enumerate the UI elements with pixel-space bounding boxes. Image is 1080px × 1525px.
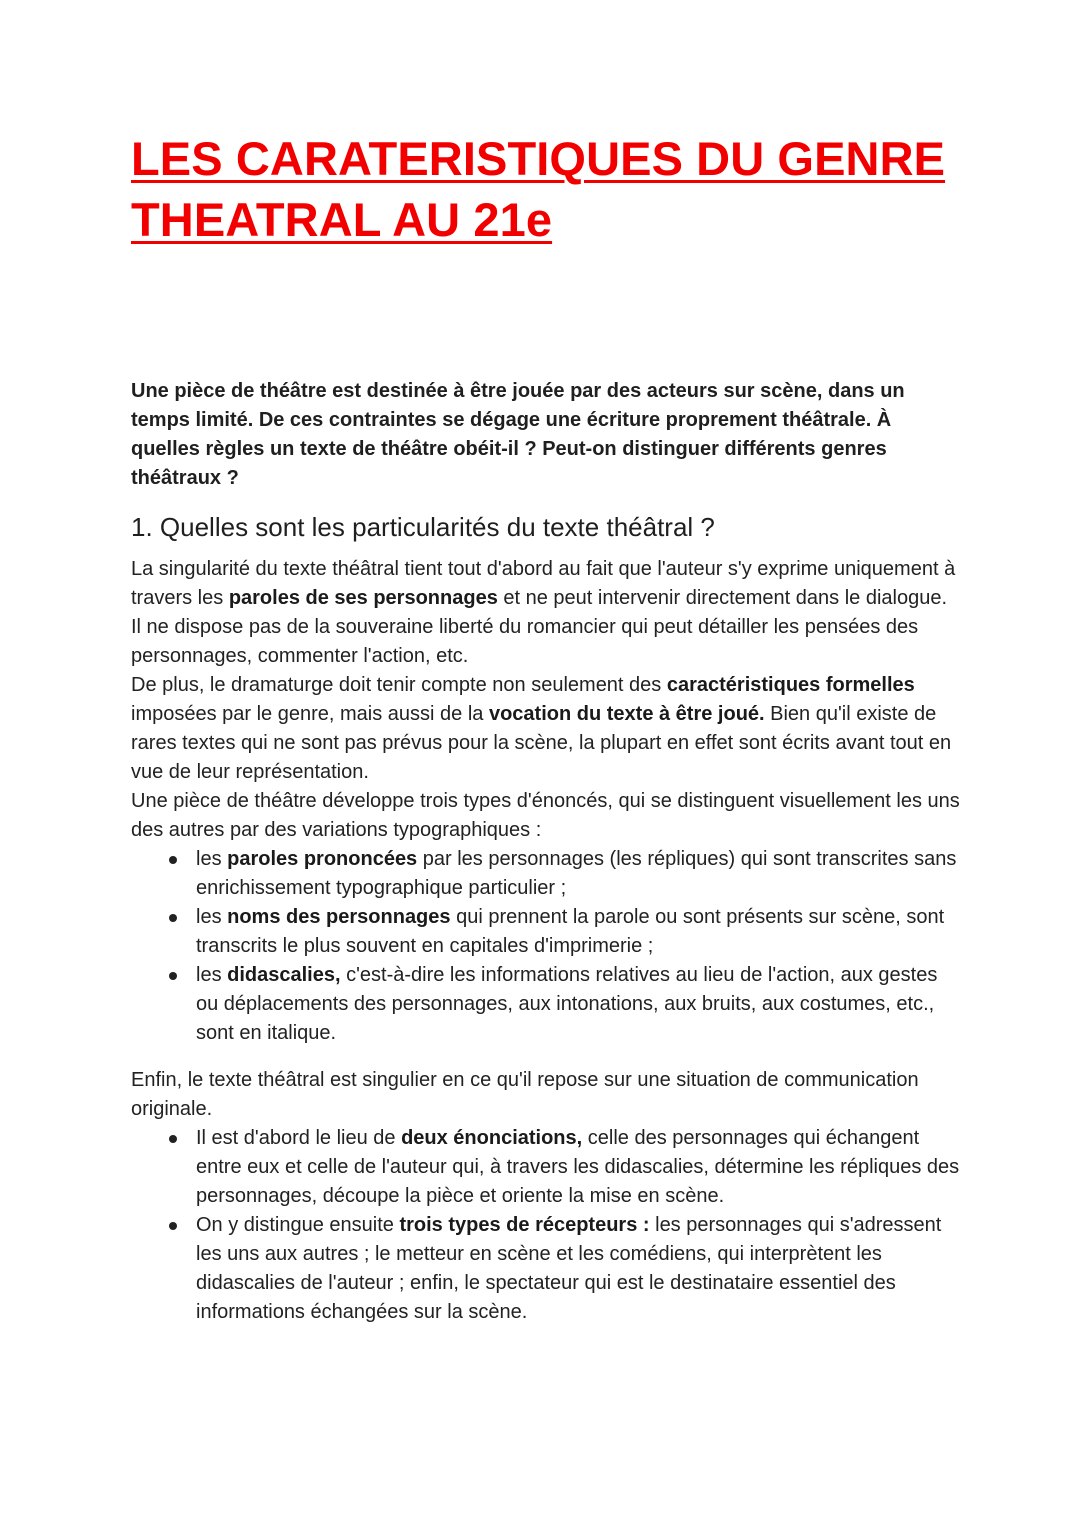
bullet-icon xyxy=(169,914,177,922)
list-item-text: celle des personnages qui échangent entre eux et celle de l'auteur qui, à travers les didascalies, détermine les répliques des personnages, découpe la pièce et oriente la mise en scène. xyxy=(196,1127,960,1207)
list-item-emphasis: deux énonciations, xyxy=(401,1127,583,1149)
list-item-text: c'est-à-dire les informations relatives au lieu de l'action, aux gestes ou déplacements des personnages, aux intonations, aux bruits, aux costumes, etc., sont en italique. xyxy=(196,964,938,1044)
bullet-icon xyxy=(169,1135,177,1143)
list-item-text: Il est d'abord le lieu de xyxy=(196,1127,402,1149)
list-item-text: On y distingue ensuite xyxy=(196,1214,400,1236)
list-item xyxy=(131,961,961,1048)
paragraph-dramaturge xyxy=(131,671,961,787)
title-line-1: LES CARATERISTIQUES DU GENRE xyxy=(131,132,946,185)
list-item-emphasis: didascalies, xyxy=(227,964,341,986)
paragraph-text: et ne peut intervenir directement dans le dialogue. Il ne dispose pas de la souveraine liberté du romancier qui peut détailler les pensées des personnages, commenter l'action, etc. xyxy=(131,587,947,667)
paragraph-emphasis: paroles de ses personnages xyxy=(228,587,498,609)
bullet-icon xyxy=(169,1222,177,1230)
paragraph-emphasis: caractéristiques formelles xyxy=(666,674,915,696)
bullet-icon xyxy=(169,856,177,864)
list-item-text: qui prennent la parole ou sont présents sur scène, sont transcrits le plus souvent en capitales d'imprimerie ; xyxy=(196,906,945,957)
section-2-body xyxy=(131,1066,961,1327)
paragraph-text: imposées par le genre, mais aussi de la xyxy=(131,703,489,725)
list-item-text: les xyxy=(196,906,228,928)
bullet-icon xyxy=(169,972,177,980)
list-item xyxy=(131,845,961,903)
paragraph-emphasis: vocation du texte à être joué. xyxy=(488,703,765,725)
paragraph-communication: Enfin, le texte théâtral est singulier en ce qu'il repose sur une situation de communication originale. xyxy=(131,1069,919,1120)
list-item xyxy=(131,1124,961,1211)
paragraph-text: Bien qu'il existe de rares textes qui ne sont pas prévus pour la scène, la plupart en effet sont écrits avant tout en vue de leur représentation. xyxy=(131,703,952,783)
list-item xyxy=(131,1211,961,1327)
title-line-2: THEATRAL AU 21e xyxy=(131,193,553,246)
communication-list xyxy=(131,1124,961,1327)
section-1-heading: 1. Quelles sont les particularités du texte théâtral ? xyxy=(131,512,715,542)
enonces-list xyxy=(131,845,961,1048)
list-item-emphasis: paroles prononcées xyxy=(227,848,418,870)
list-item xyxy=(131,903,961,961)
list-item-text: les xyxy=(196,848,228,870)
intro-paragraph: Une pièce de théâtre est destinée à être jouée par des acteurs sur scène, dans un temps limité. De ces contraintes se dégage une écriture proprement théâtrale. À quelles règles un texte de théâtre obéit-il ? Peut-on distinguer différents genres théâtraux ? xyxy=(131,380,905,489)
list-item-emphasis: noms des personnages xyxy=(227,906,451,928)
paragraph-enonces: Une pièce de théâtre développe trois types d'énoncés, qui se distinguent visuellement les uns des autres par des variations typographiques : xyxy=(131,790,960,841)
page-title xyxy=(131,128,961,250)
list-item-emphasis: trois types de récepteurs : xyxy=(399,1214,650,1236)
list-item-text: par les personnages (les répliques) qui sont transcrites sans enrichissement typographique particulier ; xyxy=(196,848,957,899)
paragraph-text: De plus, le dramaturge doit tenir compte non seulement des xyxy=(131,674,667,696)
section-1-body xyxy=(131,555,961,1048)
paragraph-singularite xyxy=(131,555,961,671)
list-item-text: les personnages qui s'adressent les uns aux autres ; le metteur en scène et les comédiens, qui interprètent les didascalies de l'auteur ; enfin, le spectateur qui est le destinataire essentiel des informations échangées sur la scène. xyxy=(196,1214,942,1323)
paragraph-text: La singularité du texte théâtral tient tout d'abord au fait que l'auteur s'y exprime uniquement à travers les xyxy=(131,558,956,609)
list-item-text: les xyxy=(196,964,228,986)
